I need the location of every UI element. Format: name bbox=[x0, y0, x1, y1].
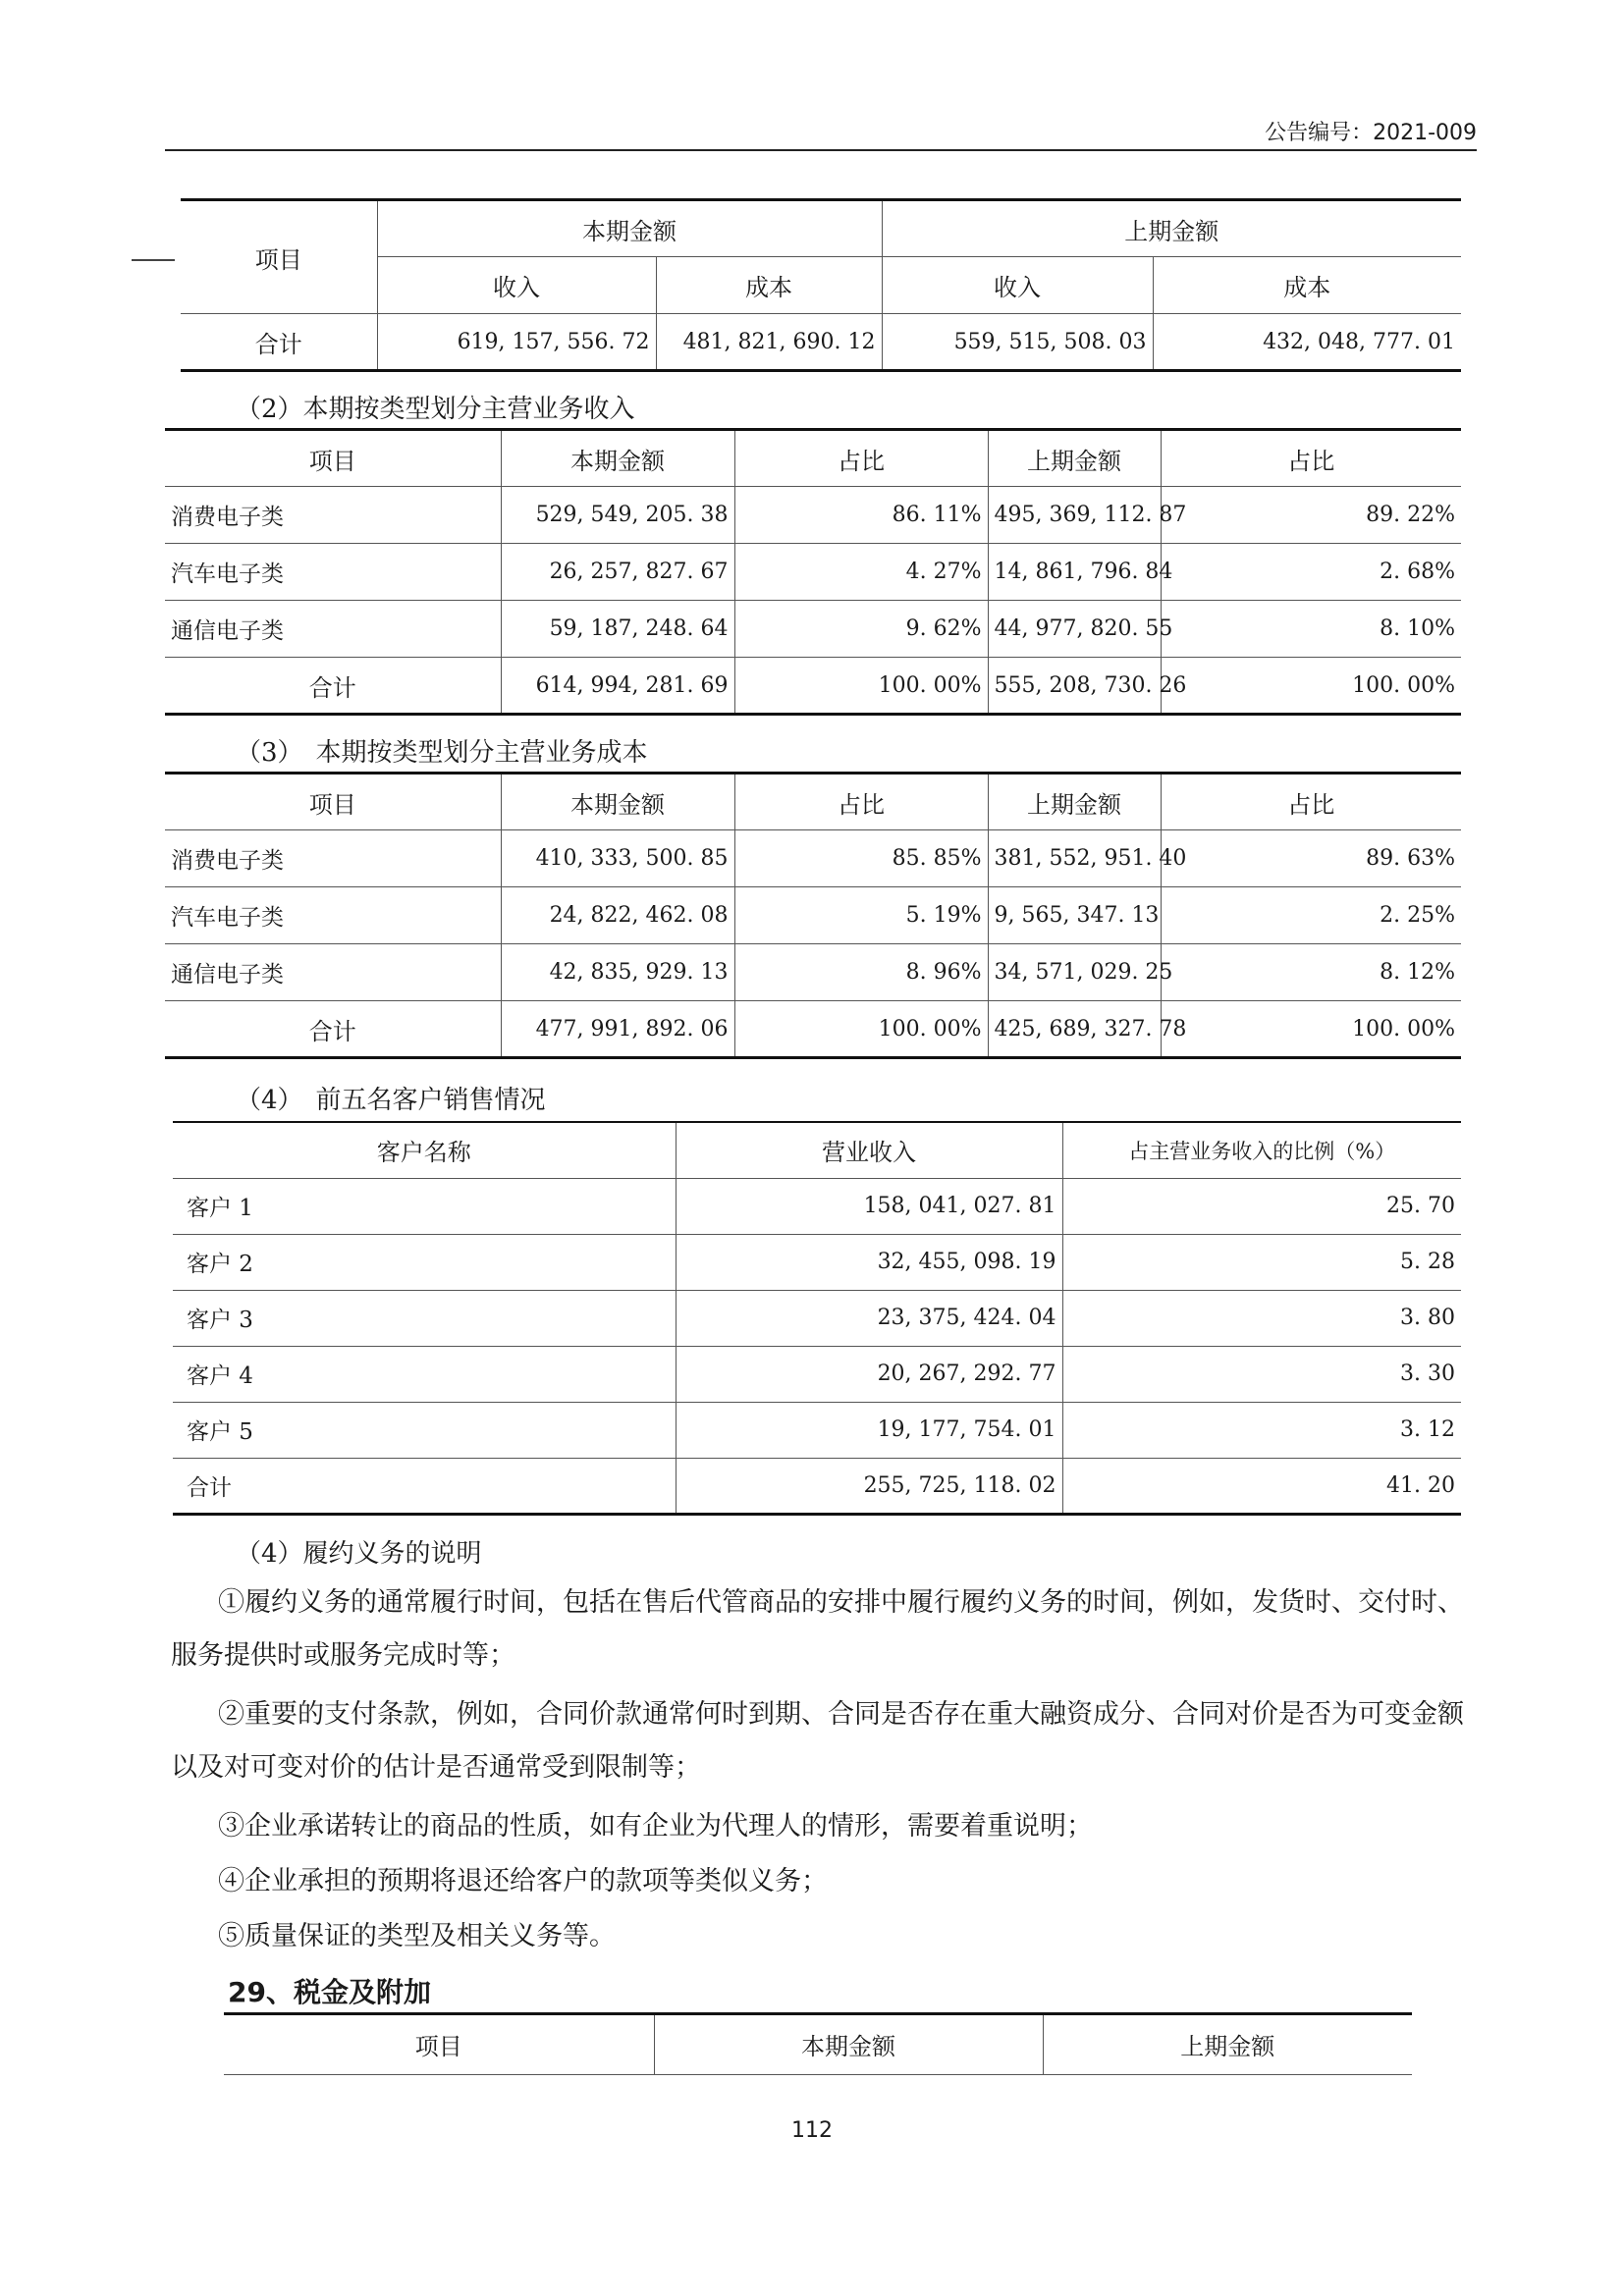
cell-value: 100. 00% bbox=[1161, 658, 1461, 715]
cell-value: 86. 11% bbox=[734, 487, 988, 544]
col-header: 上期金额 bbox=[988, 430, 1161, 487]
row-label: 通信电子类 bbox=[165, 601, 501, 658]
col-header: 本期金额 bbox=[501, 774, 734, 830]
section-title: （4）履约义务的说明 bbox=[236, 1539, 482, 1569]
table-row bbox=[165, 1001, 1461, 1058]
col-header: 项目 bbox=[165, 774, 501, 830]
cell-value: 100. 00% bbox=[734, 658, 988, 715]
customer-name: 客户 2 bbox=[173, 1234, 676, 1290]
cost-by-type-table bbox=[165, 772, 1461, 1059]
table-row bbox=[165, 658, 1461, 715]
paragraph: ④企业承担的预期将退还给客户的款项等类似义务； bbox=[218, 1866, 828, 1896]
cell-value: 529, 549, 205. 38 bbox=[501, 487, 734, 544]
col-header: 本期金额 bbox=[654, 2015, 1043, 2074]
cell-value: 25. 70 bbox=[1062, 1178, 1461, 1234]
cell-value: 255, 725, 118. 02 bbox=[676, 1458, 1062, 1514]
previous-income-total: 559, 515, 508. 03 bbox=[882, 314, 1153, 371]
col-header: 占比 bbox=[734, 774, 988, 830]
paragraph: ⑤质量保证的类型及相关义务等。 bbox=[218, 1921, 616, 1951]
current-income-header: 收入 bbox=[377, 257, 656, 314]
cell-value: 42, 835, 929. 13 bbox=[501, 944, 734, 1001]
cell-value: 8. 12% bbox=[1161, 944, 1461, 1001]
revenue-by-type-table bbox=[165, 428, 1461, 716]
top-customers-table bbox=[173, 1121, 1461, 1516]
cell-value: 26, 257, 827. 67 bbox=[501, 544, 734, 601]
cell-value: 20, 267, 292. 77 bbox=[676, 1346, 1062, 1402]
table-row bbox=[165, 887, 1461, 944]
cell-value: 59, 187, 248. 64 bbox=[501, 601, 734, 658]
page-number: 112 bbox=[791, 2118, 833, 2143]
cell-value: 5. 28 bbox=[1062, 1234, 1461, 1290]
cell-value: 44, 977, 820. 55 bbox=[988, 601, 1161, 658]
col-header: 本期金额 bbox=[501, 430, 734, 487]
paragraph: ①履约义务的通常履行时间，包括在售后代管商品的安排中履行履约义务的时间，例如，发货时、交付时、服务提供时或服务完成时等； bbox=[171, 1587, 1464, 1671]
header-rule bbox=[165, 149, 1477, 151]
cell-value: 41. 20 bbox=[1062, 1458, 1461, 1514]
table-row bbox=[173, 1234, 1461, 1290]
section-title: （4） 前五名客户销售情况 bbox=[236, 1086, 546, 1115]
cell-value: 381, 552, 951. 40 bbox=[988, 830, 1161, 887]
paragraph: ②重要的支付条款，例如，合同价款通常何时到期、合同是否存在重大融资成分、合同对价是否为可变金额以及对可变对价的估计是否通常受到限制等； bbox=[171, 1699, 1464, 1783]
cell-value: 2. 68% bbox=[1161, 544, 1461, 601]
table-row bbox=[173, 1178, 1461, 1234]
table-row bbox=[173, 1402, 1461, 1458]
tax-surcharge-table bbox=[224, 2015, 1412, 2075]
row-label: 消费电子类 bbox=[165, 487, 501, 544]
col-header: 占比 bbox=[734, 430, 988, 487]
total-label: 合计 bbox=[165, 1001, 501, 1058]
customer-name: 客户 3 bbox=[173, 1290, 676, 1346]
total-label: 合计 bbox=[165, 658, 501, 715]
previous-income-header: 收入 bbox=[882, 257, 1153, 314]
row-label: 消费电子类 bbox=[165, 830, 501, 887]
cell-value: 555, 208, 730. 26 bbox=[988, 658, 1161, 715]
table-row bbox=[173, 1346, 1461, 1402]
cell-value: 24, 822, 462. 08 bbox=[501, 887, 734, 944]
customer-name: 客户 4 bbox=[173, 1346, 676, 1402]
cell-value: 9, 565, 347. 13 bbox=[988, 887, 1161, 944]
table-row bbox=[173, 1290, 1461, 1346]
col-header: 上期金额 bbox=[988, 774, 1161, 830]
col-header: 占比 bbox=[1161, 430, 1461, 487]
cell-value: 8. 96% bbox=[734, 944, 988, 1001]
table-row bbox=[165, 830, 1461, 887]
col-header: 项目 bbox=[165, 430, 501, 487]
cell-value: 3. 80 bbox=[1062, 1290, 1461, 1346]
cell-value: 2. 25% bbox=[1161, 887, 1461, 944]
table-row bbox=[181, 314, 1461, 371]
row-label: 汽车电子类 bbox=[165, 887, 501, 944]
cell-value: 425, 689, 327. 78 bbox=[988, 1001, 1161, 1058]
cell-value: 5. 19% bbox=[734, 887, 988, 944]
customer-name: 客户 5 bbox=[173, 1402, 676, 1458]
cell-value: 23, 375, 424. 04 bbox=[676, 1290, 1062, 1346]
section-heading: 29、税金及附加 bbox=[228, 1976, 431, 2008]
revenue-cost-table bbox=[181, 198, 1461, 372]
table-row bbox=[173, 1458, 1461, 1514]
cell-value: 3. 12 bbox=[1062, 1402, 1461, 1458]
table-row bbox=[165, 601, 1461, 658]
row-label: 通信电子类 bbox=[165, 944, 501, 1001]
cell-value: 34, 571, 029. 25 bbox=[988, 944, 1161, 1001]
col-header: 营业收入 bbox=[676, 1122, 1062, 1178]
cell-value: 19, 177, 754. 01 bbox=[676, 1402, 1062, 1458]
cell-value: 614, 994, 281. 69 bbox=[501, 658, 734, 715]
cell-value: 8. 10% bbox=[1161, 601, 1461, 658]
col-header: 占比 bbox=[1161, 774, 1461, 830]
cell-value: 100. 00% bbox=[1161, 1001, 1461, 1058]
current-cost-total: 481, 821, 690. 12 bbox=[656, 314, 882, 371]
item-header: 项目 bbox=[181, 200, 377, 314]
previous-period-header: 上期金额 bbox=[882, 200, 1461, 257]
cell-value: 410, 333, 500. 85 bbox=[501, 830, 734, 887]
table-row bbox=[165, 944, 1461, 1001]
stray-dash bbox=[132, 259, 175, 261]
cell-value: 158, 041, 027. 81 bbox=[676, 1178, 1062, 1234]
col-header: 客户名称 bbox=[173, 1122, 676, 1178]
table-header-row bbox=[173, 1122, 1461, 1178]
cell-value: 4. 27% bbox=[734, 544, 988, 601]
current-period-header: 本期金额 bbox=[377, 200, 882, 257]
customer-name: 客户 1 bbox=[173, 1178, 676, 1234]
cell-value: 32, 455, 098. 19 bbox=[676, 1234, 1062, 1290]
previous-cost-total: 432, 048, 777. 01 bbox=[1153, 314, 1461, 371]
col-header: 占主营业务收入的比例（%） bbox=[1062, 1122, 1461, 1178]
cell-value: 89. 63% bbox=[1161, 830, 1461, 887]
cell-value: 3. 30 bbox=[1062, 1346, 1461, 1402]
cell-value: 477, 991, 892. 06 bbox=[501, 1001, 734, 1058]
previous-cost-header: 成本 bbox=[1153, 257, 1461, 314]
total-label: 合计 bbox=[181, 314, 377, 371]
cell-value: 100. 00% bbox=[734, 1001, 988, 1058]
cell-value: 14, 861, 796. 84 bbox=[988, 544, 1161, 601]
table-row bbox=[165, 544, 1461, 601]
section-title: （3） 本期按类型划分主营业务成本 bbox=[236, 738, 648, 768]
row-label: 汽车电子类 bbox=[165, 544, 501, 601]
cell-value: 9. 62% bbox=[734, 601, 988, 658]
current-income-total: 619, 157, 556. 72 bbox=[377, 314, 656, 371]
table-header-row bbox=[224, 2015, 1412, 2074]
cell-value: 495, 369, 112. 87 bbox=[988, 487, 1161, 544]
col-header: 项目 bbox=[414, 2033, 462, 2061]
announcement-number: 公告编号：2021-009 bbox=[1265, 121, 1477, 145]
total-label: 合计 bbox=[173, 1458, 676, 1514]
table-header-row bbox=[165, 430, 1461, 487]
table-row bbox=[165, 487, 1461, 544]
section-title: （2）本期按类型划分主营业务收入 bbox=[236, 395, 635, 424]
cell-value: 85. 85% bbox=[734, 830, 988, 887]
current-cost-header: 成本 bbox=[656, 257, 882, 314]
paragraph: ③企业承诺转让的商品的性质，如有企业为代理人的情形，需要着重说明； bbox=[218, 1811, 1093, 1842]
table-header-row bbox=[165, 774, 1461, 830]
col-header: 上期金额 bbox=[1043, 2015, 1412, 2074]
cell-value: 89. 22% bbox=[1161, 487, 1461, 544]
